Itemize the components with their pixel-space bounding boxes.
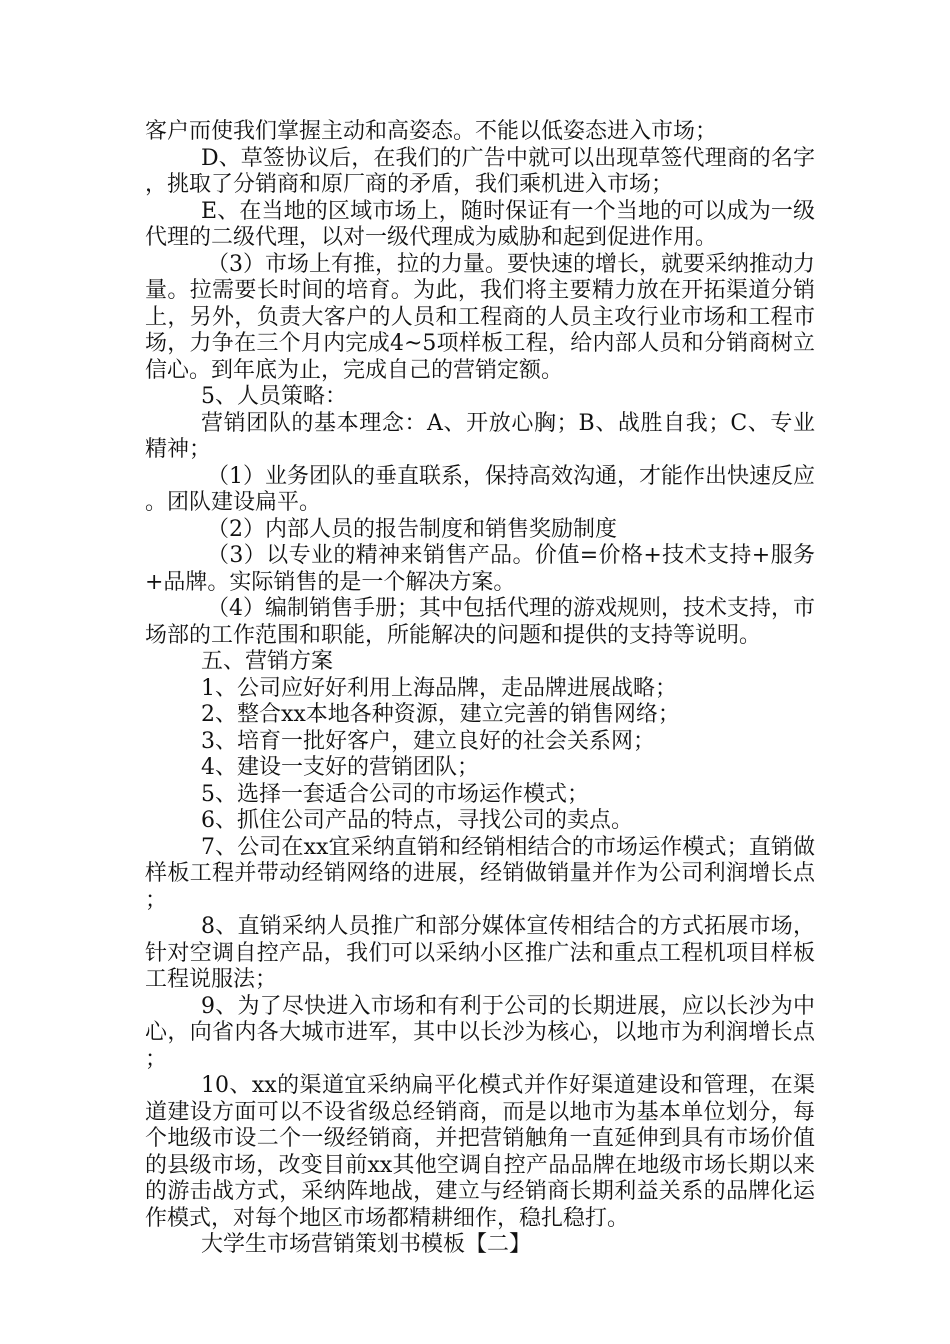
plan-item-2: 2、整合xx本地各种资源，建立完善的销售网络； [201, 702, 680, 727]
plan-item-6: 6、抓住公司产品的特点，寻找公司的卖点。 [201, 808, 633, 833]
heading-personnel-strategy: 5、人员策略： [201, 384, 347, 409]
document-body [145, 119, 815, 1259]
paragraph-item-d: D、草签协议后，在我们的广告中就可以出现草签代理商的名字，挑取了分销商和原厂商的矛盾，我们乘机进入市场； [145, 145, 815, 197]
paragraph-team-philosophy: 营销团队的基本理念：A、开放心胸；B、战胜自我；C、专业精神； [145, 410, 815, 462]
plan-item-10: 10、xx的渠道宜采纳扁平化模式并作好渠道建设和管理，在渠道建设方面可以不设省级总经销商，而是以地市为基本单位划分，每个地级市设二个一级经销商，并把营销触角一直延伸到具有市场价值的县级市场，改变目前xx其他空调自控产品品牌在地级市场长期以来的游击战方式，采纳阵地战，建立与经销商长期利益关系的品牌化运作模式，对每个地区市场都精耕细作，稳扎稳打。 [145, 1073, 815, 1231]
plan-item-3: 3、培育一批好客户，建立良好的社会关系网； [201, 728, 655, 754]
paragraph-continuation: 客户而使我们掌握主动和高姿态。不能以低姿态进入市场； [145, 119, 718, 144]
plan-item-1: 1、公司应好好利用上海品牌，走品牌进展战略； [201, 675, 677, 701]
paragraph-push-pull: （3）市场上有推，拉的力量。要快速的增长，就要采纳推动力量。拉需要长时间的培育。为此，我们将主要精力放在开拓渠道分销上，另外，负责大客户的人员和工程商的人员主攻行业市场和工程市场，力争在三个月内完成4~5项样板工程，给内部人员和分销商树立信心。到年底为止，完成自己的营销定额。 [145, 251, 815, 383]
heading-marketing-plan: 五、营销方案 [201, 649, 334, 674]
plan-item-7: 7、公司在xx宜采纳直销和经销相结合的市场运作模式；直销做样板工程并带动经销网络的进展，经销做销量并作为公司利润增长点； [145, 834, 815, 913]
paragraph-team-4: （4）编制销售手册；其中包括代理的游戏规则，技术支持，市场部的工作范围和职能，所能解决的问题和提供的支持等说明。 [145, 596, 815, 648]
section-heading-template-2: 大学生市场营销策划书模板【二】 [201, 1232, 532, 1257]
paragraph-team-3: （3）以专业的精神来销售产品。价值=价格+技术支持+服务+品牌。实际销售的是一个解决方案。 [145, 543, 815, 595]
paragraph-team-2: （2）内部人员的报告制度和销售奖励制度 [207, 516, 617, 542]
paragraph-item-e: E、在当地的区域市场上，随时保证有一个当地的可以成为一级代理的二级代理，以对一级代理成为威胁和起到促进作用。 [145, 198, 815, 250]
plan-item-5: 5、选择一套适合公司的市场运作模式； [201, 781, 589, 807]
plan-item-9: 9、为了尽快进入市场和有利于公司的长期进展，应以长沙为中心，向省内各大城市进军，其中以长沙为核心，以地市为利润增长点； [145, 993, 815, 1072]
paragraph-team-1: （1）业务团队的垂直联系，保持高效沟通，才能作出快速反应。团队建设扁平。 [145, 463, 815, 515]
plan-item-8: 8、直销采纳人员推广和部分媒体宣传相结合的方式拓展市场，针对空调自控产品，我们可以采纳小区推广法和重点工程机项目样板工程说服法； [145, 914, 815, 992]
plan-item-4: 4、建设一支好的营销团队； [201, 755, 479, 780]
